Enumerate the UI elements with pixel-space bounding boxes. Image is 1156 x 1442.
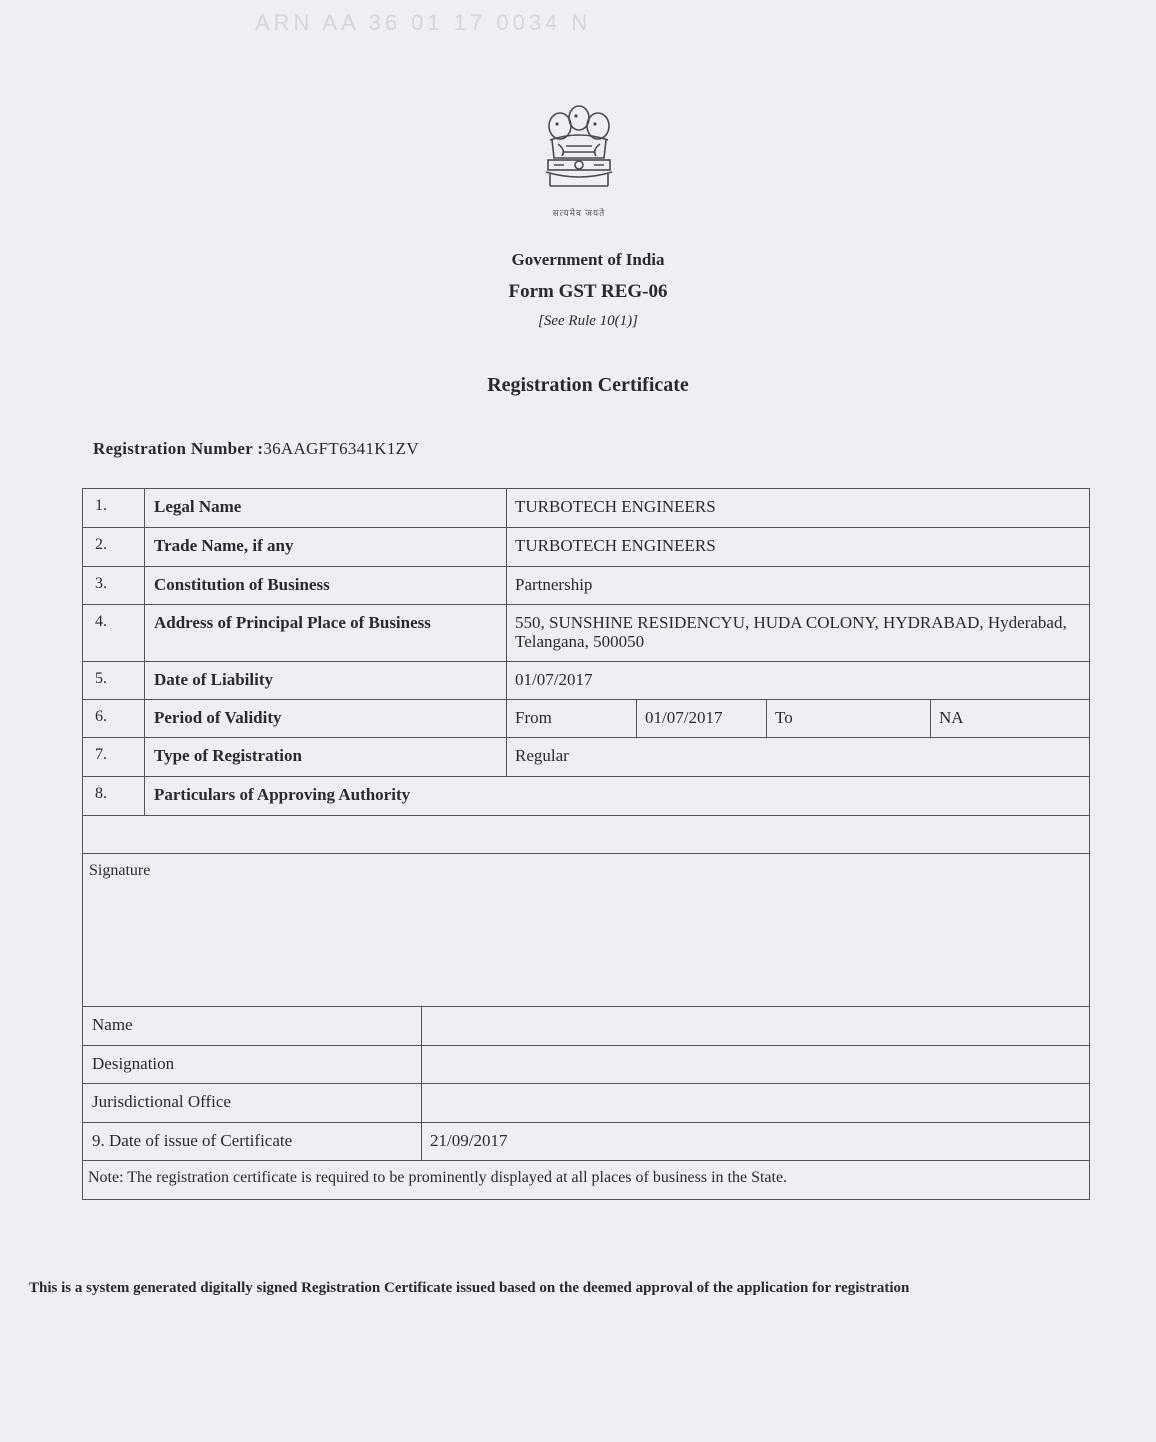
table-row [83, 1007, 1089, 1046]
certificate-table [82, 488, 1090, 1200]
emblem-motto: सत्यमेव जयते [552, 208, 606, 218]
row-number: 2. [95, 536, 107, 553]
system-generated-note: This is a system generated digitally signed Registration Certificate issued based on the deemed approval of the application for registration [29, 1280, 910, 1296]
signature-label: Signature [89, 862, 151, 879]
row-number: 1. [95, 497, 107, 514]
row-label: Constitution of Business [144, 567, 506, 604]
registration-number-value: 36AAGFT6341K1ZV [263, 439, 419, 458]
jurisdictional-office-value [421, 1084, 1089, 1122]
table-row [83, 489, 1089, 528]
blank-row [83, 816, 1089, 854]
table-row [83, 528, 1089, 567]
table-row [83, 700, 1089, 738]
government-heading: Government of India [511, 250, 665, 269]
national-emblem [536, 100, 622, 224]
form-heading: Form GST REG-06 [508, 281, 668, 302]
table-row [83, 1084, 1089, 1123]
row-label: Period of Validity [144, 700, 506, 737]
row-number: 5. [95, 670, 107, 687]
registration-number [93, 439, 419, 459]
national-emblem-icon [536, 100, 622, 208]
row-label: Type of Registration [144, 738, 506, 776]
designation-label: Designation [92, 1054, 175, 1073]
row-label: Date of Liability [144, 662, 506, 699]
jurisdictional-office-label: Jurisdictional Office [92, 1092, 231, 1111]
row-value: TURBOTECH ENGINEERS [506, 528, 1089, 566]
row-number: 6. [95, 708, 107, 725]
certificate-title: Registration Certificate [487, 374, 689, 396]
row-number: 3. [95, 575, 107, 592]
row-value: TURBOTECH ENGINEERS [506, 489, 1089, 527]
registration-number-label: Registration Number : [93, 439, 264, 458]
row-value: 550, SUNSHINE RESIDENCYU, HUDA COLONY, HYDRABAD, Hyderabad, Telangana, 500050 [506, 605, 1089, 661]
table-row [83, 1046, 1089, 1084]
table-row [83, 662, 1089, 700]
table-row [83, 738, 1089, 777]
row-value: 01/07/2017 [506, 662, 1089, 699]
validity-to-label: To [766, 700, 930, 737]
designation-value [421, 1046, 1089, 1083]
note-row [83, 1161, 1089, 1199]
display-note: Note: The registration certificate is required to be prominently displayed at all places of business in the State. [88, 1169, 788, 1186]
table-row [83, 567, 1089, 605]
table-row [83, 777, 1089, 816]
row-number: 8. [95, 785, 107, 802]
table-row [83, 1123, 1089, 1161]
rule-reference: [See Rule 10(1)] [538, 313, 638, 329]
table-row [83, 605, 1089, 662]
name-label: Name [92, 1015, 133, 1034]
faded-handwriting: ARN AA 36 01 17 0034 N [255, 10, 592, 35]
signature-area [83, 854, 1089, 1007]
row-label: Trade Name, if any [144, 528, 506, 566]
row-value: Partnership [506, 567, 1089, 604]
issue-date-label: 9. Date of issue of Certificate [92, 1131, 293, 1150]
validity-from-value: 01/07/2017 [636, 700, 766, 737]
row-number: 4. [95, 613, 107, 630]
issue-date-value: 21/09/2017 [421, 1123, 1089, 1160]
row-label: Particulars of Approving Authority [144, 777, 1089, 815]
validity-from-label: From [506, 700, 636, 737]
row-label: Address of Principal Place of Business [144, 605, 506, 661]
name-value [421, 1007, 1089, 1045]
row-value: Regular [506, 738, 1089, 776]
row-number: 7. [95, 746, 107, 763]
validity-to-value: NA [930, 700, 1089, 737]
row-label: Legal Name [144, 489, 506, 527]
